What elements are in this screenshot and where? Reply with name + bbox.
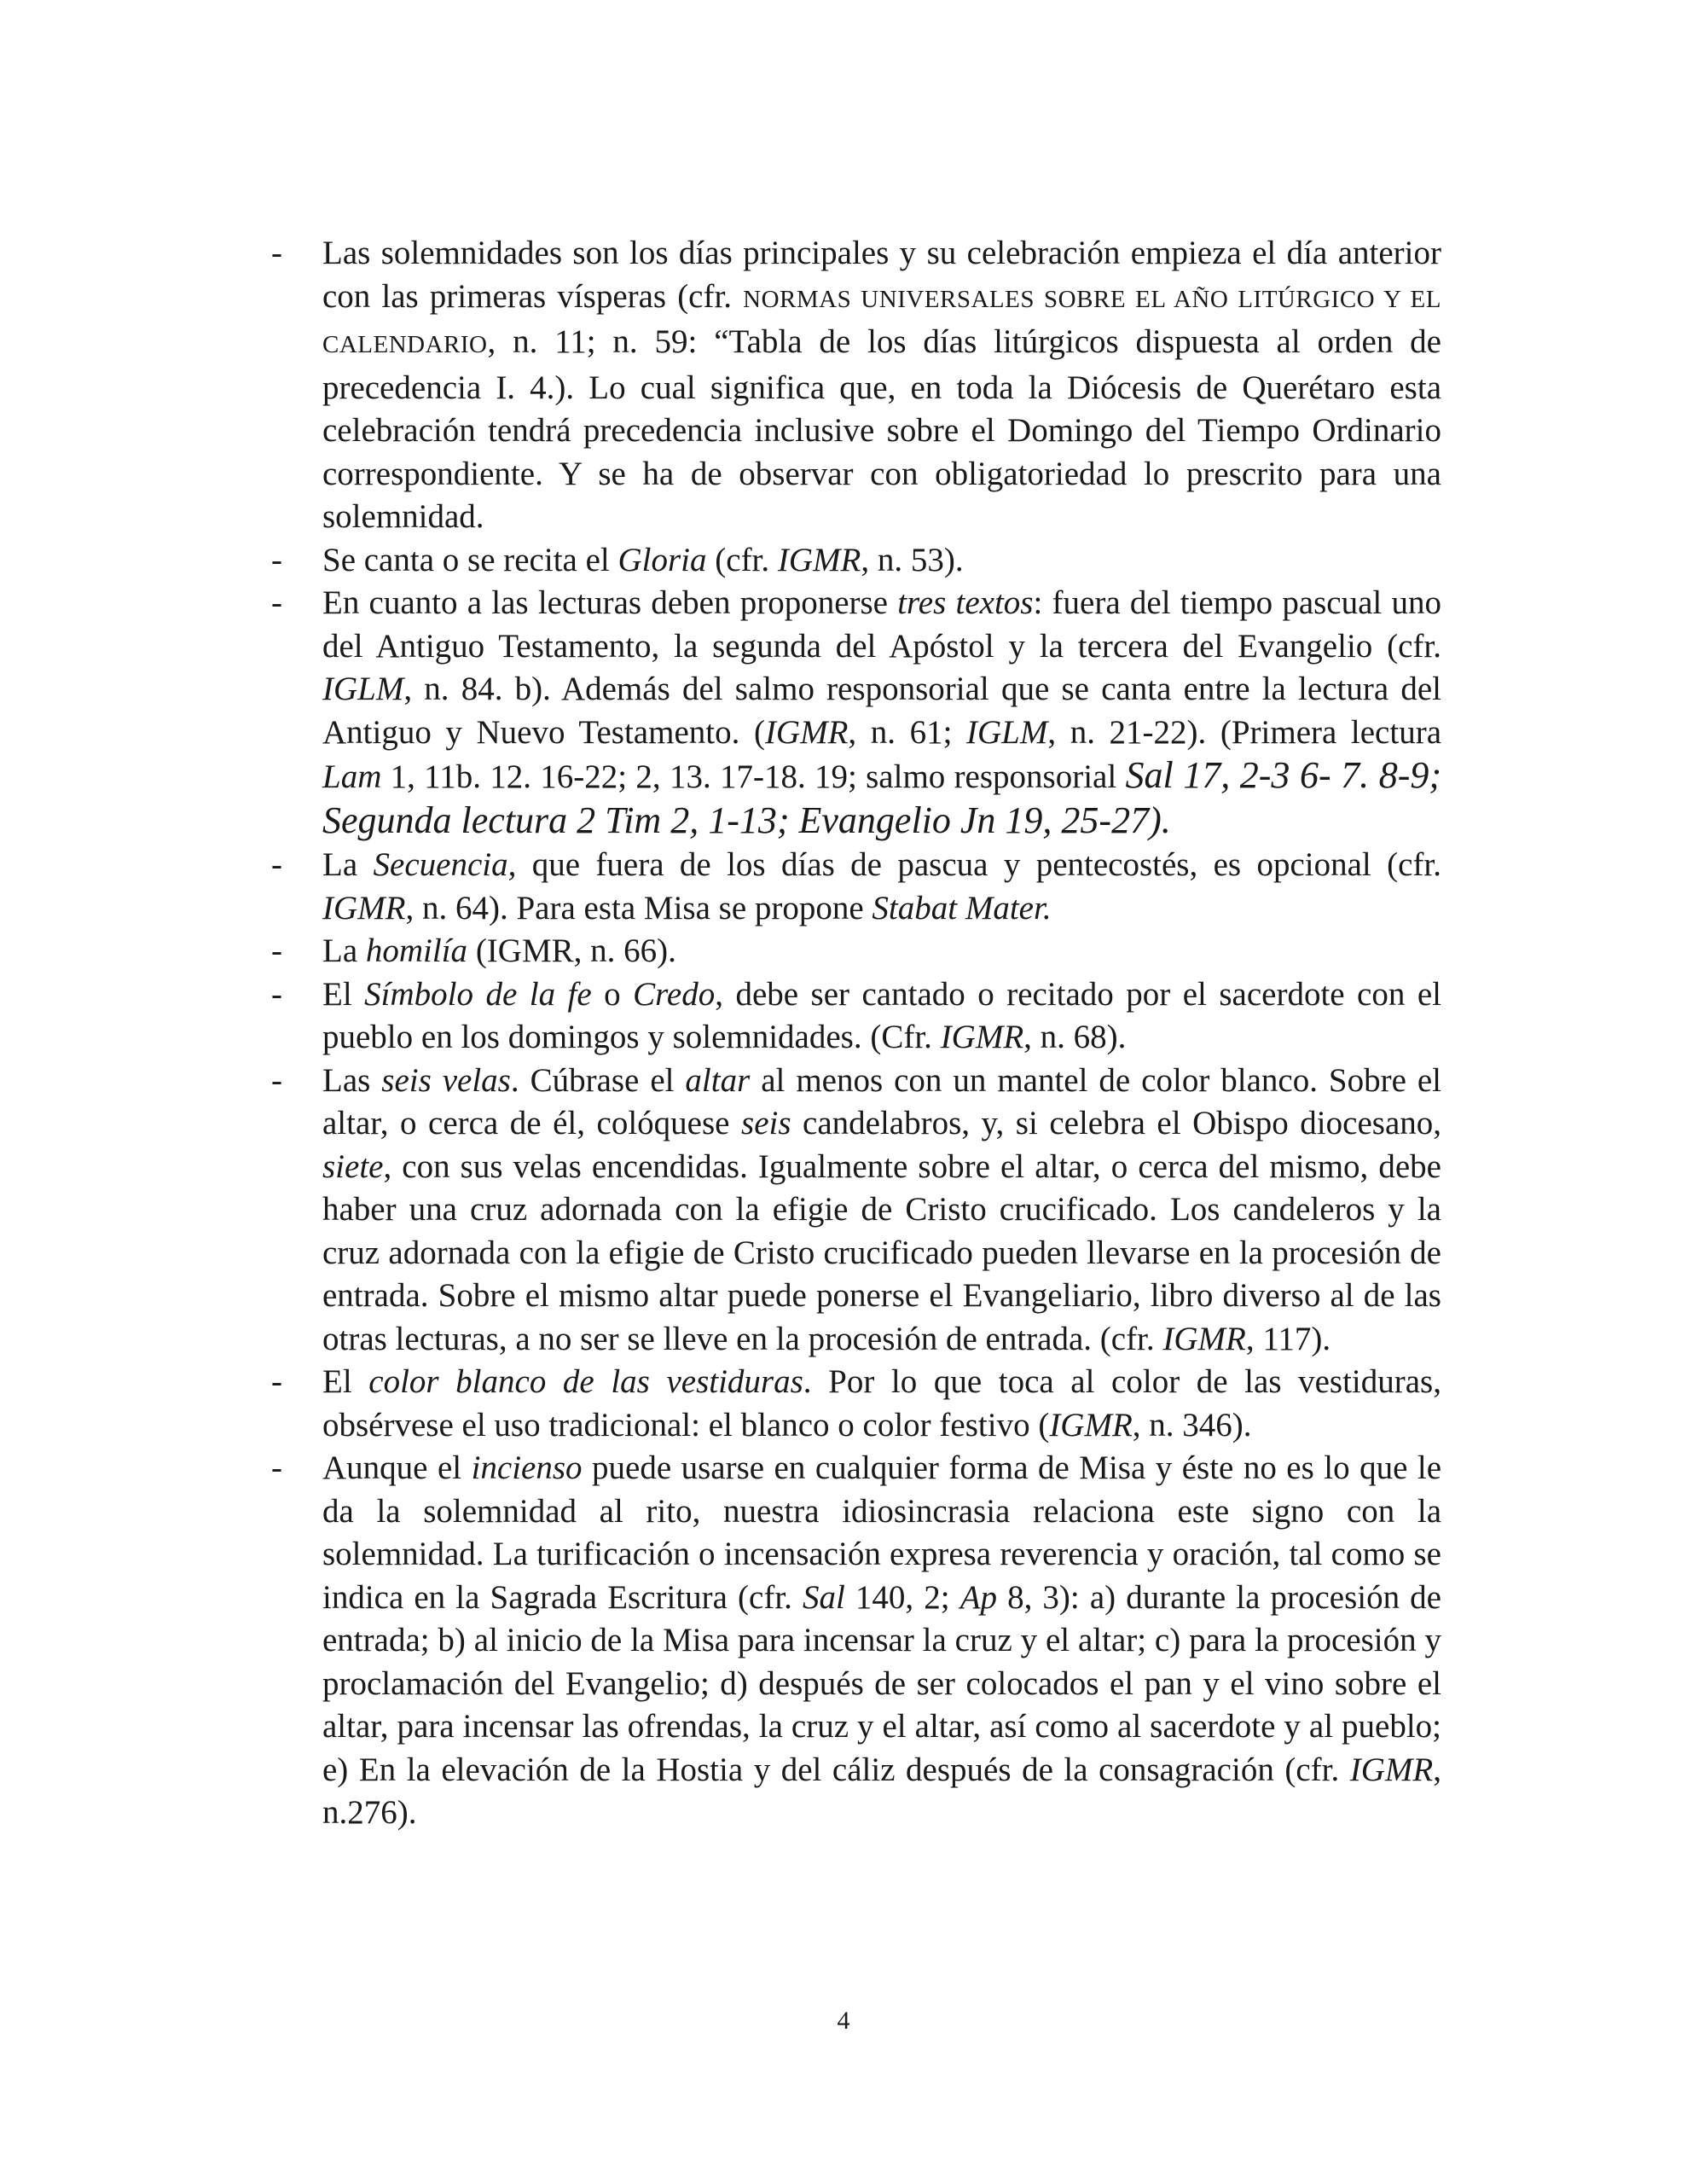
list-item-text: En cuanto a las lecturas deben proponerse tres textos: fuera del tiempo pascual uno del Antiguo Testamento, la segunda del Apóstol y la tercera del Evangelio (cfr. IGLM, n. 84. b). Además del salmo responsorial que se canta entre la lectura del Antiguo y Nuevo Testamento. (IGMR, n. 61; IGLM, n. 21-22). (Primera lectura Lam 1, 11b. 12. 16-22; 2, 13. 17-18. 19; salmo responsorial Sal 17, 2-3 6- 7. 8-9; Segunda lectura 2 Tim 2, 1-13; Evangelio Jn 19, 25-27). <box>322 584 1442 841</box>
list-item-text: Las seis velas. Cúbrase el altar al menos con un mantel de color blanco. Sobre el altar, o cerca de él, colóquese seis candelabros, y, si celebra el Obispo diocesano, siete, con sus velas encendidas. Igualmente sobre el altar, o cerca del mismo, debe haber una cruz adornada con la efigie de Cristo crucificado. Los candeleros y la cruz adornada con la efigie de Cristo crucificado pueden llevarse en la procesión de entrada. Sobre el mismo altar puede ponerse el Evangeliario, libro diverso al de las otras lecturas, a no ser se lleve en la procesión de entrada. (cfr. IGMR, 117). <box>322 1061 1441 1357</box>
list-dash: - <box>271 932 282 969</box>
list-item-credo <box>271 973 1441 1060</box>
small-caps-reference: NORMAS UNIVERSALES SOBRE EL AÑO LITÚRGICO Y EL CALENDARIO <box>322 285 1441 358</box>
list-item-text: La Secuencia, que fuera de los días de pascua y pentecostés, es opcional (cfr. IGMR, n. 64). Para esta Misa se propone Stabat Mater. <box>322 846 1441 926</box>
list-item-gloria <box>271 539 1441 583</box>
list-dash: - <box>271 846 282 883</box>
list-item-secuencia <box>271 844 1441 930</box>
list-dash: - <box>271 1449 282 1486</box>
list-item-text: El Símbolo de la fe o Credo, debe ser cantado o recitado por el sacerdote con el pueblo en los domingos y solemnidades. (Cfr. IGMR, n. 68). <box>322 975 1441 1055</box>
list-item-text: El color blanco de las vestiduras. Por lo que toca al color de las vestiduras, obsérvese el uso tradicional: el blanco o color festivo (IGMR, n. 346). <box>322 1363 1441 1443</box>
list-dash: - <box>271 1363 282 1400</box>
list-item-incienso <box>271 1447 1441 1835</box>
list-item-text: La homilía (IGMR, n. 66). <box>322 932 676 969</box>
list-item-homilia <box>271 930 1441 973</box>
list-item-vestiduras <box>271 1361 1441 1447</box>
list-dash: - <box>271 541 282 578</box>
list-item-velas <box>271 1060 1441 1362</box>
list-item-lecturas <box>271 582 1441 844</box>
list-dash: - <box>271 235 282 271</box>
list-dash: - <box>271 1061 282 1099</box>
list-item-text: Se canta o se recita el Gloria (cfr. IGMR, n. 53). <box>322 541 964 578</box>
list-item-solemnidades <box>271 232 1441 539</box>
list-item-text: Aunque el incienso puede usarse en cualquier forma de Misa y éste no es lo que le da la solemnidad al rito, nuestra idiosincrasia relaciona este signo con la solemnidad. La turificación o incensación expresa reverencia y oración, tal como se indica en la Sagrada Escritura (cfr. Sal 140, 2; Ap 8, 3): a) durante la procesión de entrada; b) al inicio de la Misa para incensar la cruz y el altar; c) para la procesión y proclamación del Evangelio; d) después de ser colocados el pan y el vino sobre el altar, para incensar las ofrendas, la cruz y el altar, así como al sacerdote y al pueblo; e) En la elevación de la Hostia y del cáliz después de la consagración (cfr. IGMR, n.276). <box>322 1449 1441 1831</box>
rubric-list <box>271 232 1441 1835</box>
list-dash: - <box>271 584 282 621</box>
readings-citation: Sal 17, 2-3 6- 7. 8-9; Segunda lectura 2 Tim 2, 1-13; Evangelio Jn 19, 25-27). <box>322 754 1441 841</box>
page-number: 4 <box>837 2007 850 2035</box>
list-dash: - <box>271 975 282 1013</box>
list-item-text: Las solemnidades son los días principales y su celebración empieza el día anterior con las primeras vísperas (cfr. NORMAS UNIVERSALES SOBRE EL AÑO LITÚRGICO Y EL CALENDARIO, n. 11; n. 59: “Tabla de los días litúrgicos dispuesta al orden de precedencia I. 4.). Lo cual significa que, en toda la Diócesis de Querétaro esta celebración tendrá precedencia inclusive sobre el Domingo del Tiempo Ordinario correspondiente. Y se ha de observar con obligatoriedad lo prescrito para una solemnidad. <box>322 235 1441 535</box>
